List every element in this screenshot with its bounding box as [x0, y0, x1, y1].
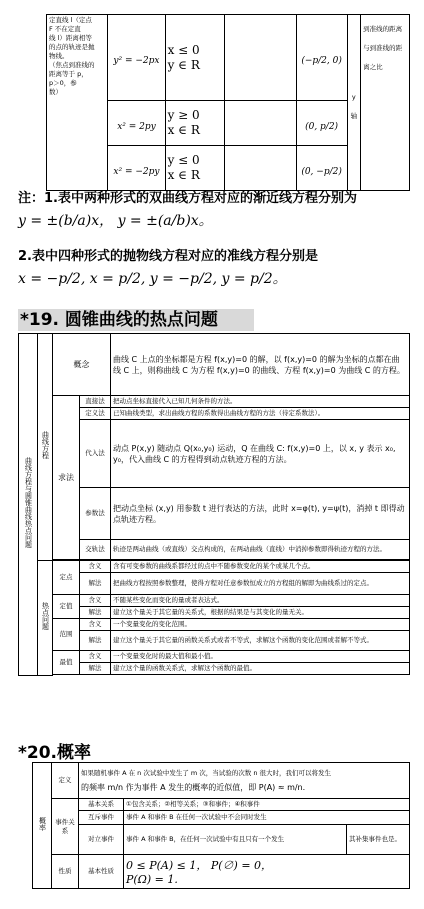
section-20-title: *20.概率 — [18, 743, 92, 763]
hot-3-val-1: 一个变量变化的变化范围。 — [111, 619, 410, 631]
prob-side-label: 概率 — [38, 817, 47, 831]
hot-2-key-1: 含义 — [80, 595, 111, 607]
note-1-formula: y = ±(b/a)x， y = ±(a/b)x。 — [18, 213, 213, 229]
focus-3: (0, −p/2) — [301, 166, 342, 177]
method-name-5: 交轨法 — [80, 540, 111, 560]
mutex-text: 事件 A 和事件 B 在任何一次试验中不会同时发生 — [124, 811, 410, 825]
solve-label: 求法 — [53, 396, 80, 560]
def-text-2: 的频率 m/n 作为事件 A 发生的概率的近似值，即 P(A) ≈ m/n. — [81, 782, 306, 792]
hot-topic-2: 定值 — [53, 595, 80, 619]
hot-1-val-1: 含有可变参数的曲线系都经过的点中不随参数变化的某个或某几个点。 — [111, 561, 410, 573]
hot-1-key-1: 含义 — [80, 561, 111, 573]
method-name-1: 直接法 — [80, 396, 111, 408]
method-text-1: 把动点坐标直接代入已知几何条件的方法。 — [111, 396, 410, 408]
range-2b: x ∈ R — [167, 123, 200, 137]
range-1a: x ≤ 0 — [167, 42, 200, 57]
probability-table — [32, 762, 410, 889]
hot-topic-1: 定点 — [53, 561, 80, 595]
parabola-definition-cell — [47, 15, 108, 191]
hot-topic-4: 最值 — [53, 651, 80, 675]
equation-1: y² = −2px — [113, 56, 160, 66]
section-19-title: *19. 圆锥曲线的热点问题 — [18, 309, 254, 331]
prop-label: 性质 — [52, 855, 79, 889]
def-text-1: 如果随机事件 A 在 n 次试验中发生了 m 次，当试验的次数 n 很大时，我们可以将发生 — [81, 768, 332, 777]
note-2 — [18, 248, 418, 288]
hot-2-val-2: 建立这个量关于其它量的关系式，根据的结果是与其变化的量无关。 — [111, 607, 410, 619]
hot-topic-3: 范围 — [53, 619, 80, 651]
definition-text: 定直线 l（定点 F 不在定直 线 l）距离相等 的点的轨迹是抛 物线。 （焦点到准线的 距离等于 p， p＞0，参 数） — [49, 16, 95, 96]
equation-2: x² = 2py — [117, 121, 156, 132]
hot-4-val-1: 一个变量变化时的最大值和最小值。 — [111, 651, 410, 663]
concept-label: 概念 — [53, 334, 111, 396]
range-3b: x ∈ R — [167, 168, 200, 182]
note-1 — [18, 190, 418, 230]
range-1b: y ∈ R — [167, 57, 200, 72]
method-name-3: 代入法 — [80, 420, 111, 488]
focus-2: (0, p/2) — [305, 121, 339, 132]
side-label: 曲线方程与圆锥曲线热点问题 — [24, 456, 33, 548]
hot-4-key-1: 含义 — [80, 651, 111, 663]
note-1-prefix: 注：1.表中两种形式的双曲线方程对应的渐近线方程分别为 — [18, 191, 357, 206]
method-text-4: 把动点坐标 (x,y) 用参数 t 进行表达的方法，此时 x=φ(t), y=ψ(t)，消掉 t 即得动点轨迹方程。 — [111, 488, 410, 540]
hot-3-key-1: 含义 — [80, 619, 111, 631]
focus-1: (−p/2, 0) — [301, 56, 342, 66]
group-1-label: 曲线方程 — [41, 431, 50, 459]
hot-1-val-2: 把曲线方程按照参数整理，使得方程对任意参数恒成立的方程组的解即为曲线系过的定点。 — [111, 573, 410, 595]
hot-4-key-2: 解法 — [80, 663, 111, 675]
basic-rel: 基本关系 — [79, 799, 124, 811]
oppo-label: 对立事件 — [79, 825, 124, 855]
axis-label: y轴 — [350, 92, 358, 120]
parabola-table — [46, 14, 410, 191]
hot-3-key-2: 解法 — [80, 631, 111, 651]
method-text-2: 已知曲线类型，求出曲线方程的系数得出曲线方程的方法（待定系数法）。 — [111, 408, 410, 420]
hot-4-val-2: 建立这个量的函数关系式，求解这个函数的最值。 — [111, 663, 410, 675]
oppo-note: 其补集事件也是。 — [347, 825, 410, 855]
method-text-3: 动点 P(x,y) 随动点 Q(x₀,y₀) 运动，Q 在曲线 C: f(x,y)=0 上，以 x, y 表示 x₀, y₀，代入曲线 C 的方程得到动点轨迹方程的方法。 — [111, 420, 410, 488]
basic-rel-text: ①包含关系；②相等关系；③和事件；④积事件 — [124, 799, 410, 811]
basic-prop: 基本性质 — [79, 855, 124, 889]
hot-2-key-2: 解法 — [80, 607, 111, 619]
oppo-text: 事件 A 和事件 B，在任何一次试验中有且只有一个发生 — [124, 825, 347, 855]
def-text — [79, 763, 410, 799]
prop-text-2: P(Ω) = 1. — [126, 873, 178, 886]
group-2-label: 热点问题 — [41, 601, 50, 630]
def-label: 定义 — [52, 763, 79, 799]
hot-2-val-1: 不随某些变化而变化的量或者表达式。 — [111, 595, 410, 607]
hot-problems-table — [18, 333, 410, 676]
hot-1-key-2: 解法 — [80, 573, 111, 595]
method-text-5: 轨迹是两动曲线（或直线）交点构成的，在两动曲线（直线）中消掉参数即得轨迹方程的方法。 — [111, 540, 410, 560]
equation-3: x² = −2py — [113, 166, 160, 177]
method-name-2: 定义法 — [80, 408, 111, 420]
prop-text-1: 0 ≤ P(A) ≤ 1， P(∅) = 0， — [126, 859, 273, 872]
note-2-prefix: 2.表中四种形式的抛物线方程对应的准线方程分别是 — [18, 249, 318, 264]
range-3a: y ≤ 0 — [167, 153, 200, 167]
concept-text: 曲线 C 上点的坐标都是方程 f(x,y)=0 的解，以 f(x,y)=0 的解为坐标的点都在曲线 C 上，则称曲线 C 为方程 f(x,y)=0 的曲线、方程 f(x,y)=0 为曲线 C 的方程。 — [111, 334, 410, 396]
range-2a: y ≥ 0 — [167, 108, 200, 122]
rel-label: 事件关系 — [52, 799, 79, 855]
right-note: 到准线的距离与到准线的距离之比 — [363, 25, 403, 71]
method-name-4: 参数法 — [80, 488, 111, 540]
note-2-formula: x = −p/2, x = p/2, y = −p/2, y = p/2。 — [18, 271, 287, 287]
hot-3-val-2: 建立这个量关于其它量的函数关系式或者不等式，求解这个函数的变化范围或者解不等式。 — [111, 631, 410, 651]
mutex-label: 互斥事件 — [79, 811, 124, 825]
